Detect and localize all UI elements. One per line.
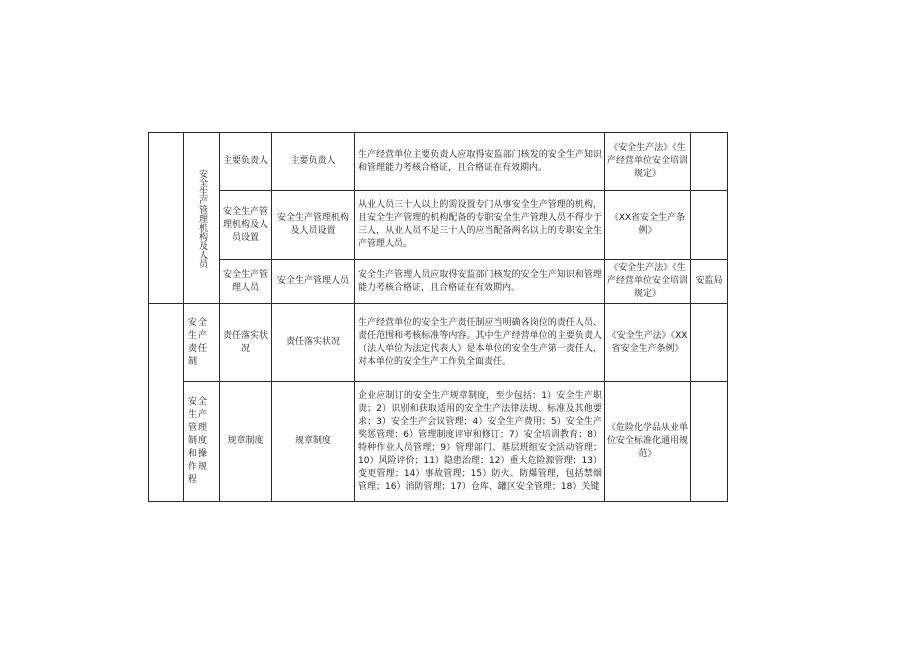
category-cell-org [184,133,220,304]
requirement-cell: 从业人员三十人以上的需设置专门从事安全生产管理的机构，且安全生产管理的机构配备的专职安全生产管理人员不得少于三人，从业人员不足三十人的应当配备两名以上的专职安全生产管理人员。 [355,191,605,260]
basis-cell: 《XX省安全生产条例》 [605,191,691,260]
blank-cell [149,304,184,502]
item-cell: 主要负责人 [220,133,272,191]
table-row [149,191,728,260]
category-cell-rules: 安全生产管理制度和操作规程 [184,382,220,502]
dept-cell [691,191,728,260]
category-label: 安全生产管理机构及人员 [197,168,207,268]
content-cell: 责任落实状况 [272,304,355,382]
item-cell: 规章制度 [220,382,272,502]
dept-cell [691,133,728,191]
basis-cell: 《安全生产法》《XX省安全生产条例》 [605,304,691,382]
table-row [149,133,728,191]
requirement-cell: 安全生产管理人员应取得安监部门核发的安全生产知识和管理能力考核合格证，且合格证在有效期内。 [355,260,605,304]
table-row [149,382,728,502]
item-cell: 安全生产管理机构及人员设置 [220,191,272,260]
content-cell: 主要负责人 [272,133,355,191]
inspection-table [148,132,728,502]
table-row [149,304,728,382]
basis-cell: 《安全生产法》《生产经营单位安全培训规定》 [605,260,691,304]
dept-cell: 安监局 [691,260,728,304]
content-cell: 规章制度 [272,382,355,502]
basis-cell: 《危险化学品从业单位安全标准化通用规范》 [605,382,691,502]
item-cell: 安全生产管理人员 [220,260,272,304]
requirement-cell: 企业应制订的安全生产规章制度，至少包括：1）安全生产职责；2）识别和获取适用的安全生产法律法规、标准及其他要求；3）安全生产会议管理；4）安全生产费用；5）安全生产奖惩管理；6）管理制度评审和修订；7）安全培训教育；8）特种作业人员管理；9）管理部门、基层班组安全活动管理；10）风险评价；11）隐患治理；12）重大危险源管理；13）变更管理；14）事故管理；15）防火、防爆管理，包括禁烟管理；16）消防管理；17）仓库、罐区安全管理；18）关键 [355,382,605,502]
content-cell: 安全生产管理机构及人员设置 [272,191,355,260]
dept-cell [691,304,728,382]
dept-cell [691,382,728,502]
requirement-cell: 生产经营单位主要负责人应取得安监部门核发的安全生产知识和管理能力考核合格证，且合格证在有效期内。 [355,133,605,191]
basis-cell: 《安全生产法》《生产经营单位安全培训规定》 [605,133,691,191]
blank-cell [149,133,184,304]
item-cell: 责任落实状况 [220,304,272,382]
content-cell: 安全生产管理人员 [272,260,355,304]
category-cell-resp: 安全生产责任制 [184,304,220,382]
requirement-cell: 生产经营单位的安全生产责任制应当明确各岗位的责任人员、责任范围和考核标准等内容。其中生产经营单位的主要负责人（法人单位为法定代表人）是本单位的安全生产第一责任人，对本单位的安全生产工作负全面责任。 [355,304,605,382]
table-row [149,260,728,304]
